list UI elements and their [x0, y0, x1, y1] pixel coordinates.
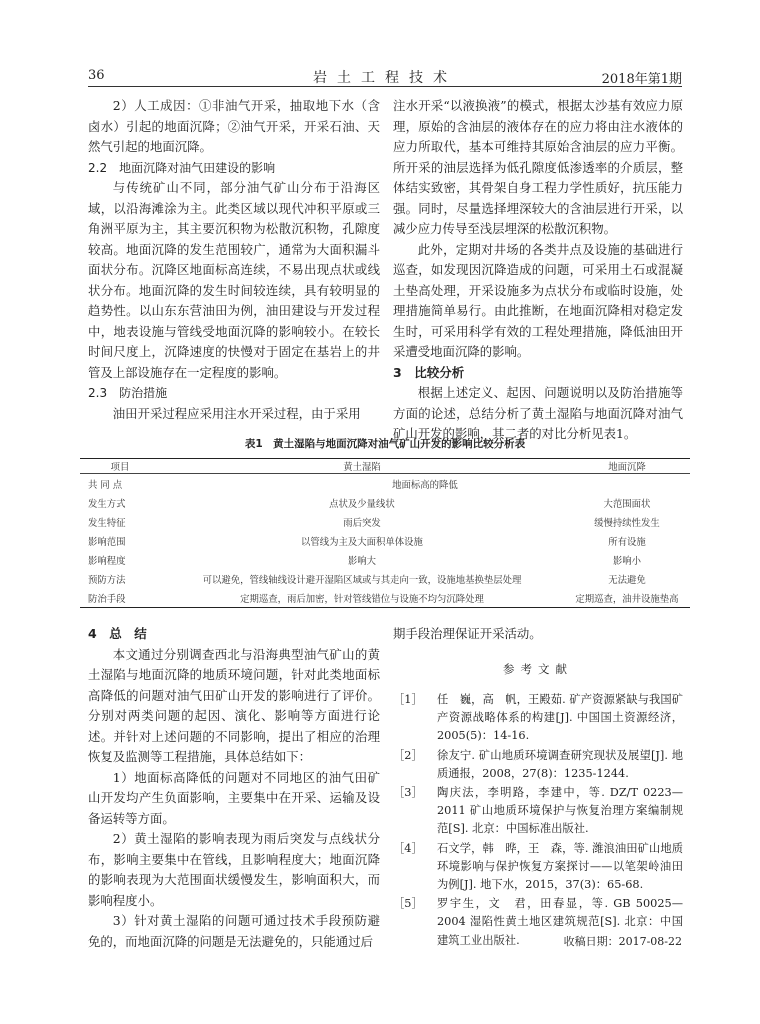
table-row [80, 512, 690, 531]
header-loess: 黄土湿陷 [160, 459, 564, 474]
paragraph: 注水开采“以液换液”的模式，根据太沙基有效应力原理，原始的含油层的液体存在的应力将由注水液体的应力所取代，基本可维持其原始含油层的应力平衡。所开采的油层选择为低孔隙度低渗透率的介质层，整体结实致密，其骨架自身工程力学性质好，抗压能力强。同时，尽量选择埋深较大的含油层进行开采，以减少应力传导至浅层埋深的松散沉积物。 [393, 98, 683, 236]
common-value: 地面标高的降低 [392, 479, 458, 491]
journal-title: 岩土工程技术 [313, 70, 457, 86]
paragraph: 与传统矿山不同，部分油气矿山分布于沿海区域，以沿海滩涂为主。此类区域以现代冲积平原或三角洲平原为主，其主要沉积物为松散沉积物，孔隙度较高。地面沉降的发生范围较广，通常为大面积漏斗面状分布。沉降区地面标高连续，不易出现点状或线状分布。地面沉降的发生时间较连续，具有较明显的趋势性。以山东东营油田为例，油田建设与开发过程中，地表设施与管线受地面沉降的影响较小。在较长时间尺度上，沉降速度的快慢对于固定在基岩上的井管及上部设施存在一定程度的影响。 [88, 180, 380, 380]
reference-number: ［3］ [393, 786, 423, 800]
subsidence-cell: 无法避免 [608, 574, 646, 586]
header-item: 项目 [80, 459, 160, 474]
subsidence-cell: 影响小 [612, 555, 642, 567]
table-caption: 表1 黄土湿陷与地面沉降对油气矿山开发的影响比较分析表 [244, 438, 526, 450]
reference-number: ［2］ [393, 748, 423, 762]
subsection-heading: 2.3 防治措施 [88, 386, 168, 400]
table-header-row [80, 459, 690, 474]
paragraph: 3）针对黄土湿陷的问题可通过技术手段预防避免的，而地面沉降的问题是无法避免的，只能通过后 [88, 913, 380, 949]
row-label: 影响范围 [88, 536, 126, 548]
row-label: 影响程度 [88, 555, 126, 567]
paragraph: 油田开采过程应采用注水开采过程，由于采用 [112, 405, 361, 421]
issue-label: 2018年第1期 [601, 72, 682, 87]
table-row [80, 569, 690, 588]
loess-cell: 影响大 [347, 555, 377, 567]
page-header [88, 64, 682, 87]
paragraph: 此外，定期对井场的各类井点及设施的基础进行巡查，如发现因沉降造成的问题，可采用土石或混凝土垫高处理，开采设施多为点状分布或临时设施，处理措施简单易行。由此推断，在地面沉降相对稳定发生时，可采用科学有效的工程处理措施，降低油田开采遭受地面沉降的影响。 [393, 241, 683, 359]
subsidence-cell: 大范围面状 [603, 498, 651, 510]
paragraph: 2）人工成因：①非油气开采，抽取地下水（含卤水）引起的地面沉降；②油气开采，开采石油、天然气引起的地面沉降。 [88, 98, 380, 154]
reference-item [393, 747, 683, 783]
section-heading: 4 总 结 [88, 626, 147, 641]
row-label: 发生方式 [88, 498, 126, 510]
column-left-bottom [88, 624, 380, 952]
reference-text: 石文学，韩 晔，王 森，等. 潍浪油田矿山地质环境影响与保护恢复方案探讨——以笔架岭油田为例[J]. 地下水，2015，37(3)：65-68. [437, 841, 683, 892]
subsection-heading: 2.2 地面沉降对油气田建设的影响 [88, 160, 276, 175]
table-row [80, 550, 690, 569]
paragraph: 2）黄土湿陷的影响表现为雨后突发与点线状分布，影响主要集中在管线，且影响程度大；地面沉降的影响表现为大范围面状缓慢发生，影响面积大，而影响程度小。 [88, 831, 380, 908]
reference-number: ［5］ [393, 897, 423, 911]
reference-text: 任 巍，高 帆，王殿茹. 矿产资源紧缺与我国矿产资源战略体系的构建[J]. 中国国土资源经济，2005(5)：14-16. [437, 693, 683, 743]
page-number: 36 [88, 68, 105, 83]
loess-cell: 以管线为主及大面积单体设施 [301, 536, 423, 548]
loess-cell: 点状及少量线状 [329, 498, 395, 510]
column-right-top [393, 96, 683, 445]
header-subsidence: 地面沉降 [564, 459, 690, 474]
received-date: 收稿日期：2017-08-22 [563, 935, 682, 948]
paragraph: 期手段治理保证开采活动。 [393, 626, 542, 641]
table-row [80, 588, 690, 608]
table-row [80, 493, 690, 512]
loess-cell: 定期巡查，雨后加密，针对管线错位与设施不均匀沉降处理 [160, 588, 564, 608]
reference-text: 罗宇生，文 君，田春显，等. GB 50025—2004 湿陷性黄土地区建筑规范[S]. 北京：中国建筑工业出版社. [437, 897, 683, 947]
row-label: 共 同 点 [88, 479, 123, 491]
paragraph: 本文通过分别调查西北与沿海典型油气矿山的黄土湿陷与地面沉降的地质环境问题，针对此类地面标高降低的问题对油气田矿山开发的影响进行了评价。分别对两类问题的起因、演化、影响等方面进行论述。并针对上述问题的不同影响，提出了相应的治理恢复及监测等工程措施，具体总结如下： [88, 646, 380, 764]
reference-number: ［1］ [393, 693, 423, 706]
references-heading: 参考文献 [503, 661, 573, 676]
subsidence-cell: 定期巡查，油井设施垫高 [564, 588, 690, 608]
reference-list [393, 691, 683, 950]
paragraph: 1）地面标高降低的问题对不同地区的油气田矿山开发均产生负面影响，主要集中在开采、运输及设备运转等方面。 [88, 769, 380, 826]
loess-cell: 可以避免，管线轴线设计避开湿陷区域或与其走向一致，设施地基换垫层处理 [202, 574, 522, 586]
reference-text: 徐友宁. 矿山地质环境调查研究现状及展望[J]. 地质通报，2008，27(8)：1235-1244. [437, 748, 683, 780]
subsidence-cell: 缓慢持续性发生 [594, 517, 660, 529]
row-label: 防治手段 [80, 588, 160, 608]
column-left-top [88, 96, 380, 424]
reference-number: ［4］ [393, 841, 423, 855]
reference-item [393, 784, 683, 839]
reference-item [393, 840, 683, 895]
paragraph: 根据上述定义、起因、问题说明以及防治措施等方面的论述，总结分析了黄土湿陷与地面沉降对油气矿山开发的影响，其二者的对比分析见表1。 [393, 385, 683, 441]
reference-text: 陶庆法，李明路，李建中，等. DZ/T 0223—2011 矿山地质环境保护与恢复治理方案编制规范[S]. 北京：中国标准出版社. [437, 786, 683, 836]
comparison-table [80, 458, 690, 608]
column-right-bottom [393, 624, 683, 951]
row-label: 预防方法 [88, 574, 126, 586]
reference-item [393, 691, 683, 746]
subsidence-cell: 所有设施 [608, 536, 646, 548]
table-row [80, 531, 690, 550]
loess-cell: 雨后突发 [343, 517, 381, 529]
section-heading: 3 比较分析 [393, 364, 465, 380]
table-row [80, 474, 690, 494]
row-label: 发生特征 [88, 517, 126, 529]
